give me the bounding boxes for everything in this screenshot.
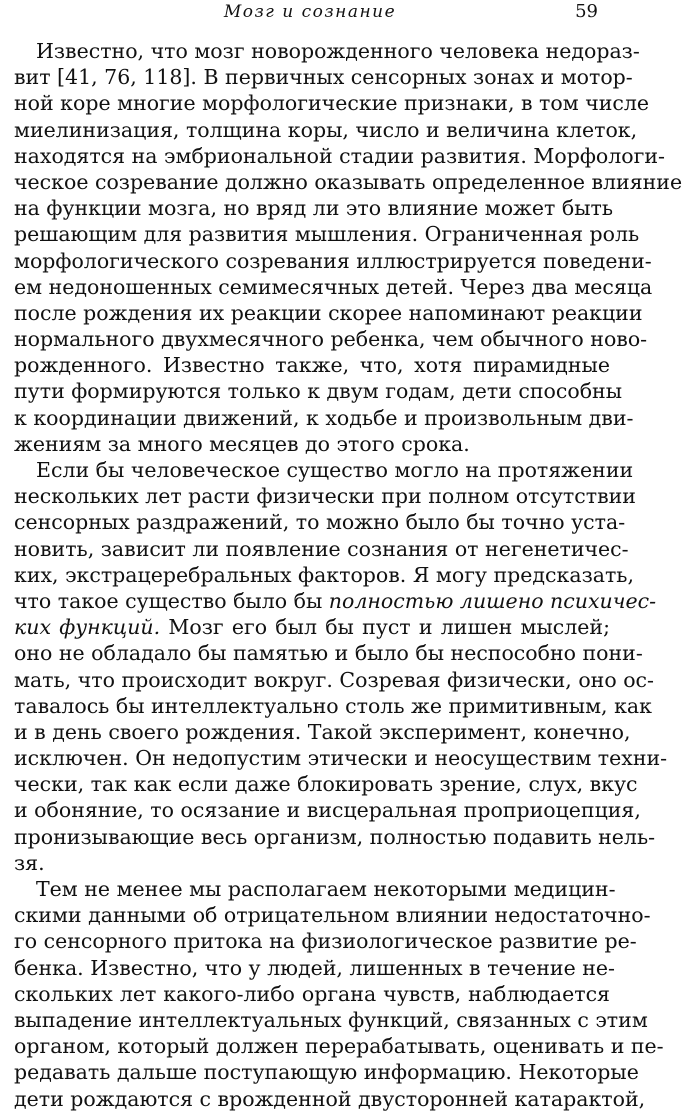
text-line: находятся на эмбриональной стадии развития. Морфологи-: [14, 143, 665, 168]
text-line: редавать дальше поступающую информацию. Некоторые: [14, 1060, 639, 1085]
text-line: миелинизация, толщина коры, число и величина клеток,: [14, 117, 638, 142]
text-line: рожденного. Известно также, что, хотя пирамидные: [14, 353, 610, 378]
text-line: решающим для развития мышления. Ограниченная роль: [14, 222, 640, 247]
page-header: [0, 0, 620, 28]
paragraph-2: [14, 457, 668, 876]
text-line: оно не обладало бы памятью и было бы неспособно пони-: [14, 641, 643, 666]
running-title: Мозг и сознание: [223, 2, 397, 22]
text-line: Если бы человеческое существо могло на протяжении: [36, 458, 634, 482]
text-line: ем недоношенных семимесячных детей. Через два месяца: [14, 274, 653, 299]
text-line: ной коре многие морфологические признаки, в том числе: [14, 91, 650, 116]
text-line: чески, так как если даже блокировать зрение, слух, вкус: [14, 772, 638, 797]
italic-emphasis: полностью лишено психичес-: [328, 588, 656, 613]
body-text: [14, 38, 682, 1112]
text-line: зя.: [14, 850, 45, 875]
paragraph-3: [14, 876, 664, 1112]
text-line: органом, который должен перерабатывать, оценивать и пе-: [14, 1034, 664, 1059]
text-line: морфологического созревания иллюстрируется поведени-: [14, 248, 652, 273]
text-line: Известно, что мозг новорожденного человека недораз-: [36, 39, 640, 63]
italic-emphasis: ких функций.: [14, 615, 161, 640]
text-line: выпадение интеллектуальных функций, связанных с этим: [14, 1007, 648, 1032]
text-line-with-emphasis: [14, 588, 656, 614]
text-line: вит [41, 76, 118]. В первичных сенсорных зонах и мотор-: [14, 65, 633, 90]
text-line: ческое созревание должно оказывать определенное влияние: [14, 169, 682, 194]
page-number: 59: [575, 1, 598, 22]
text-line: ких, экстрацеребральных факторов. Я могу предсказать,: [14, 562, 634, 587]
text-line: новить, зависит ли появление сознания от негенетичес-: [14, 536, 629, 561]
text-line-with-emphasis: [14, 614, 610, 640]
text-line: нескольких лет расти физически при полном отсутствии: [14, 484, 636, 509]
text-line: пронизывающие весь организм, полностью подавить нель-: [14, 824, 656, 849]
text-line: скольких лет какого-либо органа чувств, наблюдается: [14, 981, 610, 1006]
text-line: сенсорных раздражений, то можно было бы точно уста-: [14, 510, 626, 535]
text-line: на функции мозга, но вряд ли это влияние может быть: [14, 196, 614, 221]
text-line: скими данными об отрицательном влиянии недостаточно-: [14, 903, 651, 928]
text-line: дети рождаются с врожденной двусторонней катарактой,: [14, 1086, 646, 1111]
text-run: что такое существо было бы: [14, 588, 329, 613]
text-line: нормального двухмесячного ребенка, чем обычного ново-: [14, 327, 648, 352]
text-line: пути формируются только к двум годам, дети способны: [14, 379, 623, 404]
text-line: жениям за много месяцев до этого срока.: [14, 431, 470, 456]
text-line: бенка. Известно, что у людей, лишенных в течение не-: [14, 955, 615, 980]
text-line: и в день своего рождения. Такой эксперимент, конечно,: [14, 719, 631, 744]
text-line: и обоняние, то осязание и висцеральная проприоцепция,: [14, 798, 641, 823]
text-line: после рождения их реакции скорее напоминают реакции: [14, 300, 643, 325]
text-line: го сенсорного притока на физиологическое развитие ре-: [14, 929, 637, 954]
text-line: исключен. Он недопустим этически и неосуществим техни-: [14, 746, 668, 771]
text-line: тавалось бы интеллектуально столь же примитивным, как: [14, 693, 652, 718]
paragraph-1: [14, 38, 682, 457]
text-line: Тем не менее мы располагаем некоторыми медицин-: [36, 877, 616, 901]
text-line: к координации движений, к ходьбе и произвольным дви-: [14, 405, 634, 430]
text-run: Мозг его был бы пуст и лишен мыслей;: [160, 615, 611, 640]
text-line: мать, что происходит вокруг. Созревая физически, оно ос-: [14, 667, 654, 692]
